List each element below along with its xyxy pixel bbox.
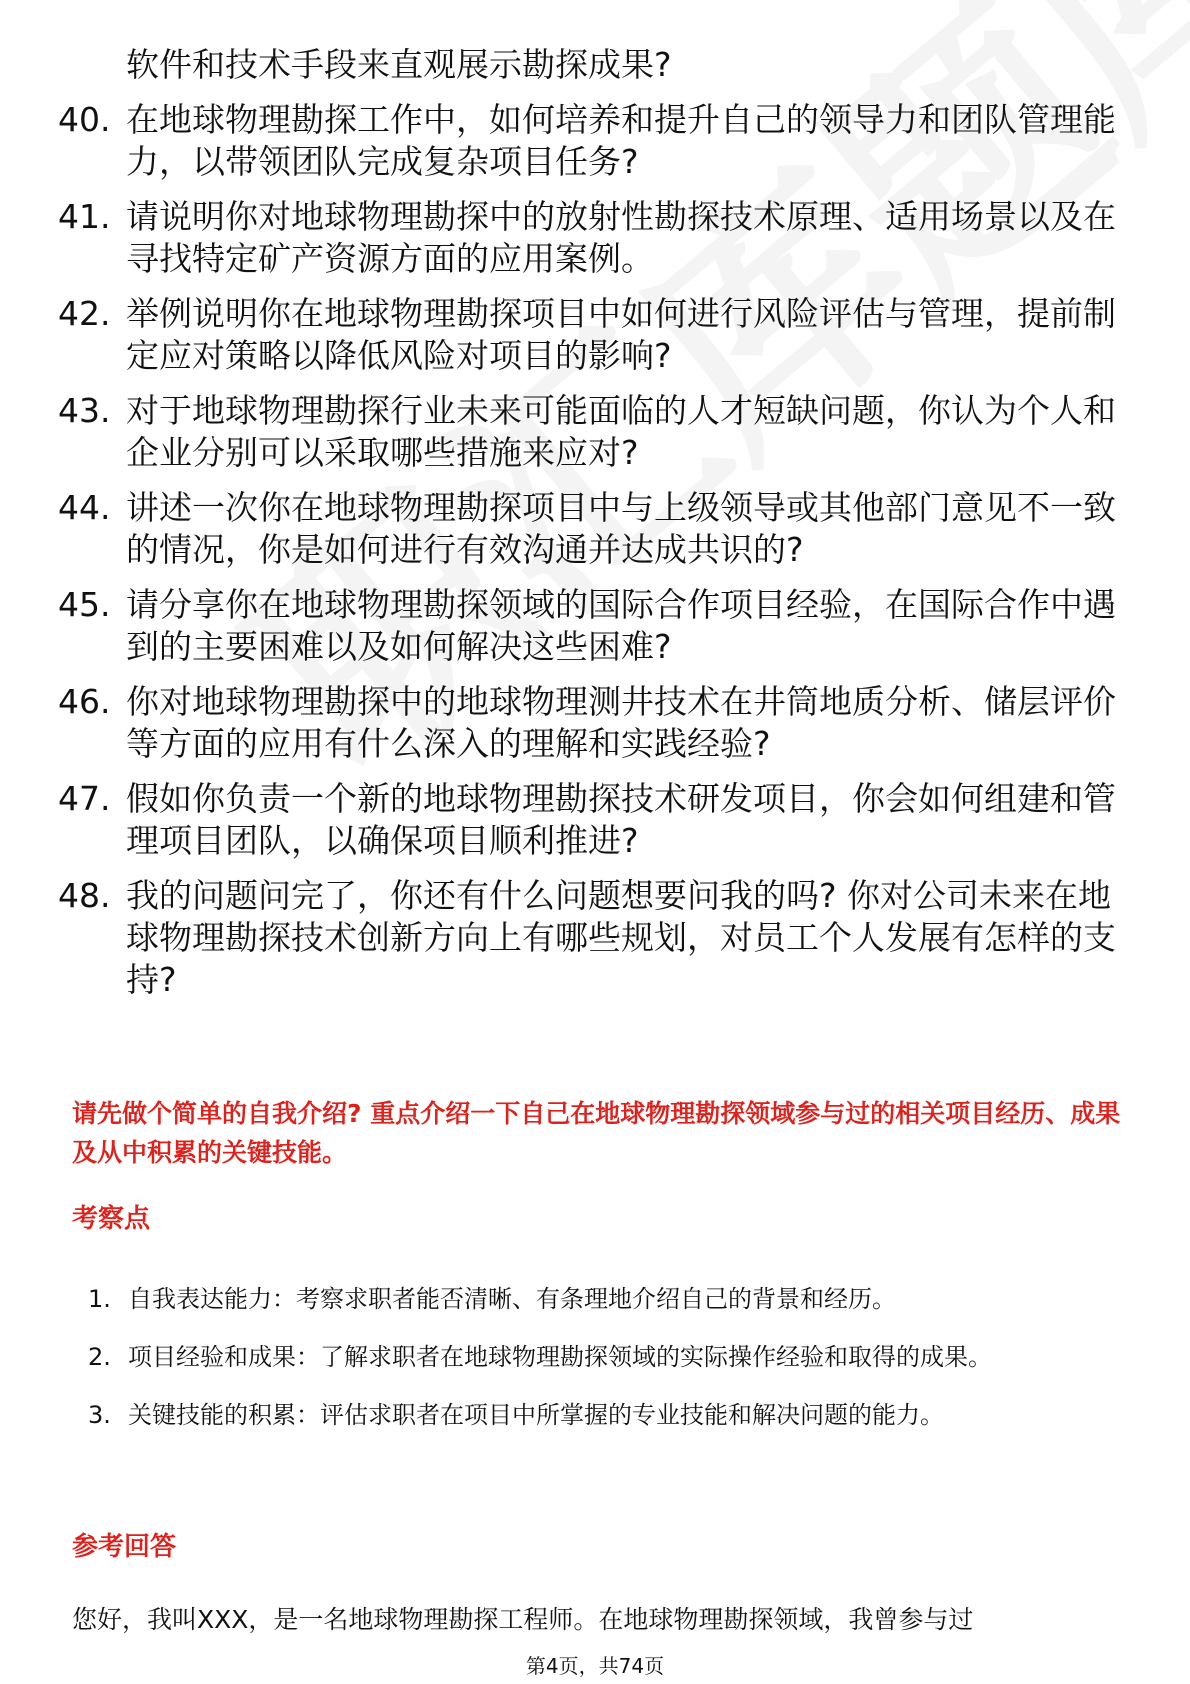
question-item [58,487,1118,571]
point-number: 1. [88,1285,111,1313]
question-number: 48. [58,876,111,915]
question-number: 47. [58,779,111,818]
question-text: 讲述一次你在地球物理勘探项目中与上级领导或其他部门意见不一致的情况，你是如何进行有效沟通并达成共识的? [126,488,1116,569]
question-continuation: 软件和技术手段来直观展示勘探成果? [126,45,672,84]
point-text: 关键技能的积累：评估求职者在项目中所掌握的专业技能和解决问题的能力。 [128,1401,944,1429]
examination-point [88,1328,1128,1386]
question-number: 43. [58,391,111,430]
question-item [58,293,1118,377]
question-item [58,875,1118,1001]
question-number: 41. [58,197,111,236]
examination-heading: 考察点 [72,1204,151,1234]
question-number: 45. [58,585,111,624]
question-item [58,390,1118,474]
question-text: 我的问题问完了，你还有什么问题想要问我的吗? 你对公司未来在地球物理勘探技术创新方向上有哪些规划，对员工个人发展有怎样的支持? [126,876,1116,999]
question-item [58,584,1118,668]
question-item [58,99,1118,183]
examination-point [88,1386,1128,1444]
question-number: 46. [58,682,111,721]
question-text: 对于地球物理勘探行业未来可能面临的人才短缺问题，你认为个人和企业分别可以采取哪些措施来应对? [126,391,1116,472]
question-number: 44. [58,488,111,527]
question-item [58,778,1118,862]
point-number: 2. [88,1343,111,1371]
question-item [58,681,1118,765]
question-text: 举例说明你在地球物理勘探项目中如何进行风险评估与管理，提前制定应对策略以降低风险对项目的影响? [126,294,1116,375]
question-item [58,196,1118,280]
examination-points [88,1270,1128,1444]
question-list [58,44,1118,1014]
reference-heading: 参考回答 [72,1532,177,1562]
question-text: 请说明你对地球物理勘探中的放射性勘探技术原理、适用场景以及在寻找特定矿产资源方面的应用案例。 [126,197,1116,278]
question-number: 40. [58,100,111,139]
question-text: 你对地球物理勘探中的地球物理测井技术在井筒地质分析、储层评价等方面的应用有什么深入的理解和实践经验? [126,682,1116,763]
point-text: 自我表达能力：考察求职者能否清晰、有条理地介绍自己的背景和经历。 [128,1285,896,1313]
point-text: 项目经验和成果：了解求职者在地球物理勘探领域的实际操作经验和取得的成果。 [128,1343,992,1371]
point-number: 3. [88,1401,111,1429]
examination-point [88,1270,1128,1328]
focus-question: 请先做个简单的自我介绍? 重点介绍一下自己在地球物理勘探领域参与过的相关项目经历、成果及从中积累的关键技能。 [72,1099,1121,1167]
page-footer: 第4页，共74页 [525,1654,665,1678]
reference-answer: 您好，我叫XXX，是一名地球物理勘探工程师。在地球物理勘探领域，我曾参与过 [72,1605,974,1634]
question-text: 在地球物理勘探工作中，如何培养和提升自己的领导力和团队管理能力，以带领团队完成复杂项目任务? [126,100,1116,181]
question-text: 假如你负责一个新的地球物理勘探技术研发项目，你会如何组建和管理项目团队，以确保项目顺利推进? [126,779,1116,860]
question-number: 42. [58,294,111,333]
question-text: 请分享你在地球物理勘探领域的国际合作项目经验，在国际合作中遇到的主要困难以及如何解决这些困难? [126,585,1116,666]
